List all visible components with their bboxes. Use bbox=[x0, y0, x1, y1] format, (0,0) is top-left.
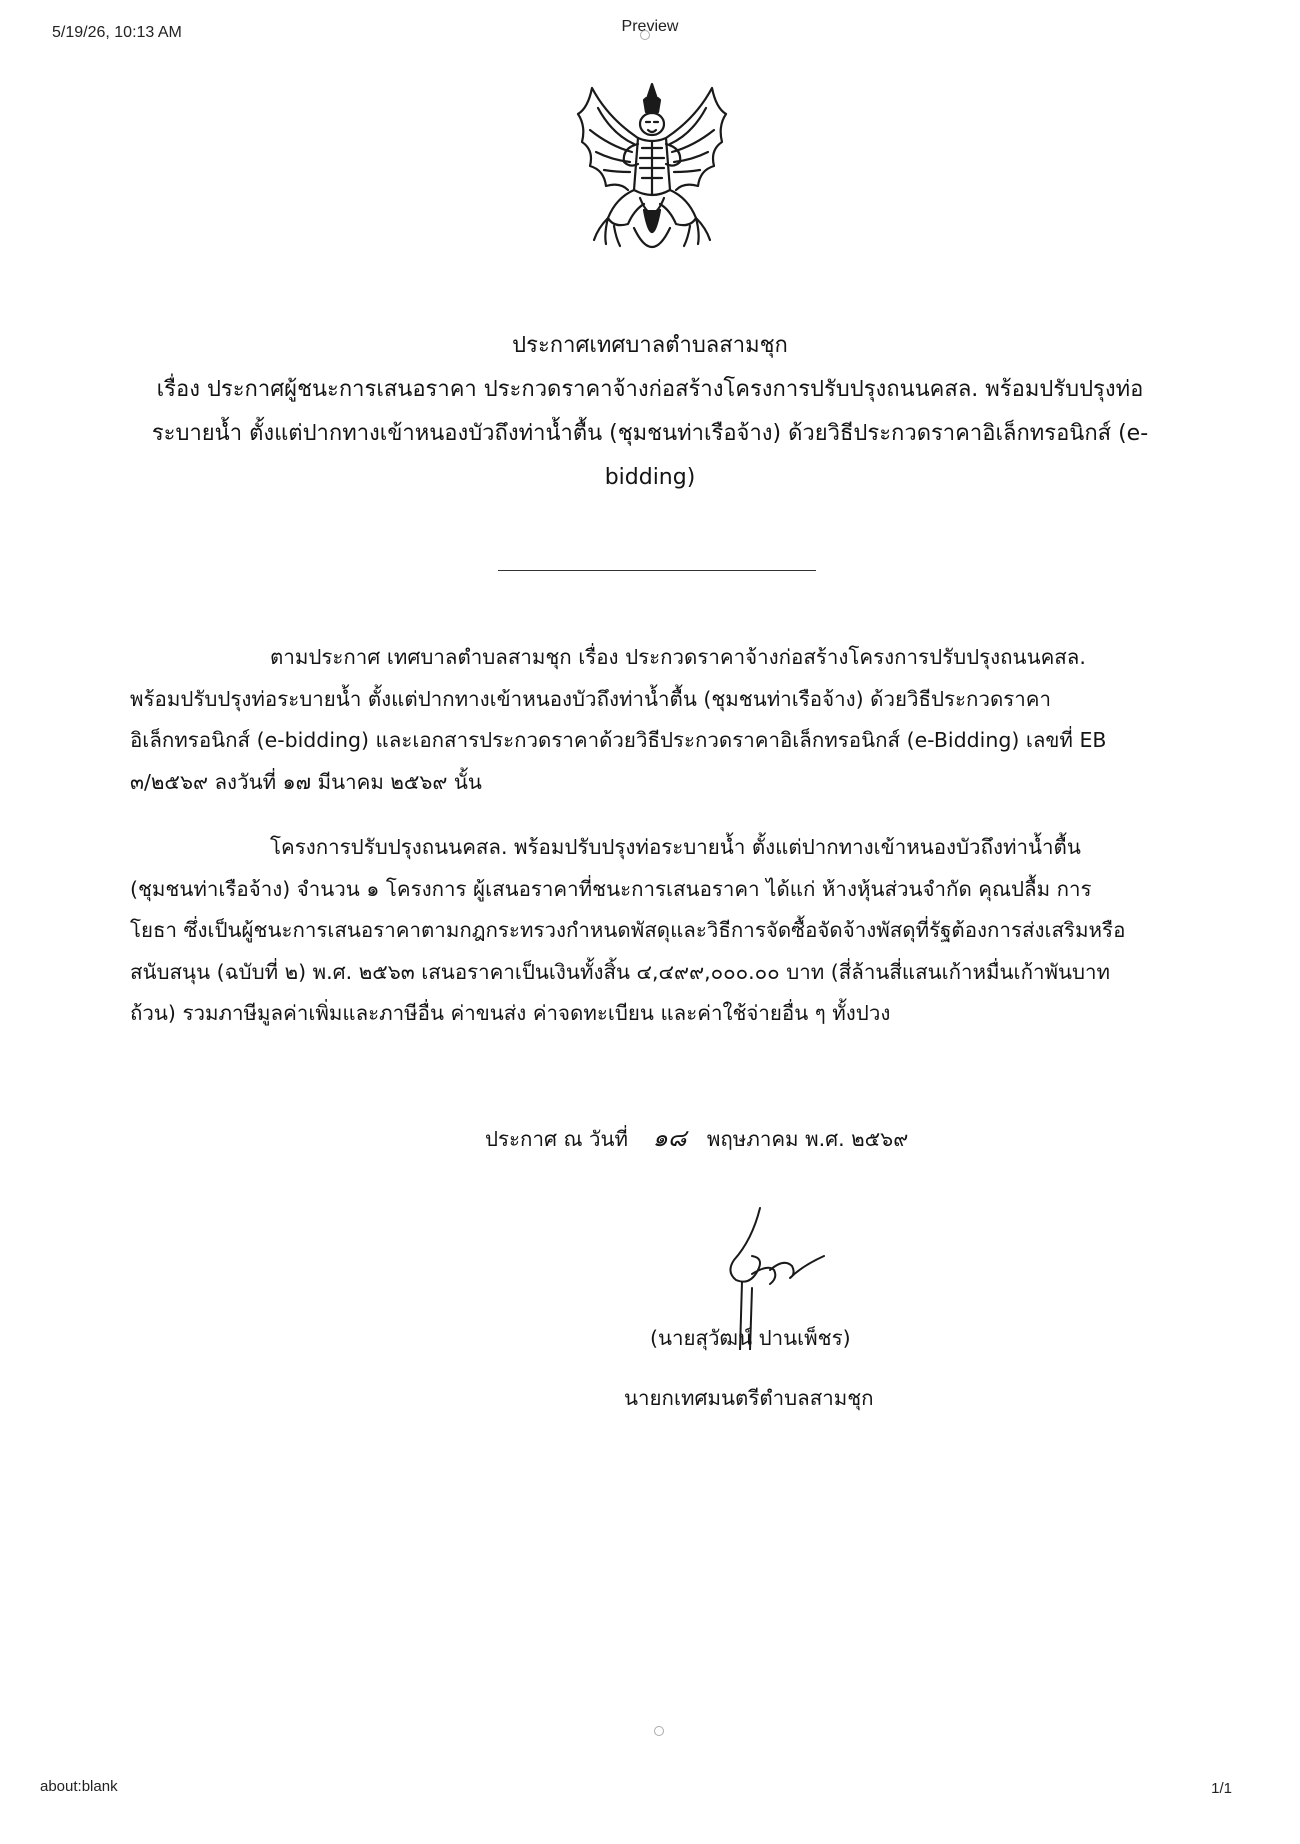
signatory-title: นายกเทศมนตรีตำบลสามชุก bbox=[624, 1386, 874, 1410]
paragraph-line: โครงการปรับปรุงถนนคสล. พร้อมปรับปรุงท่อระบายน้ำ ตั้งแต่ปากทางเข้าหนองบัวถึงท่าน้ำตื้น bbox=[270, 835, 1081, 859]
paragraph-line: โยธา ซึ่งเป็นผู้ชนะการเสนอราคาตามกฎกระทรวงกำหนดพัสดุและวิธีการจัดซื้อจัดจ้างพัสดุที่รัฐต้องการส่งเสริมหรือ bbox=[130, 918, 1126, 942]
date-month-year: พฤษภาคม พ.ศ. ๒๕๖๙ bbox=[706, 1127, 909, 1151]
announcement-date bbox=[485, 1118, 908, 1157]
announcement-heading: ประกาศเทศบาลตำบลสามชุก bbox=[512, 333, 788, 358]
announcement-subject-line: ระบายน้ำ ตั้งแต่ปากทางเข้าหนองบัวถึงท่าน้ำตื้น (ชุมชนท่าเรือจ้าง) ด้วยวิธีประกวดราคาอิเล็กทรอนิกส์ (e- bbox=[151, 421, 1149, 446]
scan-mark bbox=[654, 1726, 664, 1736]
paragraph-line: พร้อมปรับปรุงท่อระบายน้ำ ตั้งแต่ปากทางเข้าหนองบัวถึงท่าน้ำตื้น (ชุมชนท่าเรือจ้าง) ด้วยวิธีประกวดราคา bbox=[130, 686, 1052, 711]
scan-mark bbox=[640, 30, 650, 40]
garuda-emblem-icon bbox=[568, 78, 736, 268]
paragraph-line: (ชุมชนท่าเรือจ้าง) จำนวน ๑ โครงการ ผู้เสนอราคาที่ชนะการเสนอราคา ได้แก่ ห้างหุ้นส่วนจำกัด คุณปลื้ม การ bbox=[130, 876, 1092, 901]
print-footer-page: 1/1 bbox=[1211, 1780, 1232, 1797]
date-day-handwritten: ๑๘ bbox=[652, 1124, 687, 1152]
paragraph-reference bbox=[130, 637, 1180, 803]
signatory-name: (นายสุวัฒน์ ปานเพ็ชร) bbox=[650, 1326, 851, 1350]
paragraph-line: ตามประกาศ เทศบาลตำบลสามชุก เรื่อง ประกวดราคาจ้างก่อสร้างโครงการปรับปรุงถนนคสล. bbox=[270, 645, 1086, 669]
print-footer-url: about:blank bbox=[40, 1778, 118, 1795]
paragraph-line: ๓/๒๕๖๙ ลงวันที่ ๑๗ มีนาคม ๒๕๖๙ นั้น bbox=[130, 769, 482, 794]
title-divider bbox=[498, 570, 816, 571]
paragraph-line: อิเล็กทรอนิกส์ (e-bidding) และเอกสารประกวดราคาด้วยวิธีประกวดราคาอิเล็กทรอนิกส์ (e-Bidding) เลขที่ EB bbox=[130, 728, 1107, 752]
paragraph-line: ถ้วน) รวมภาษีมูลค่าเพิ่มและภาษีอื่น ค่าขนส่ง ค่าจดทะเบียน และค่าใช้จ่ายอื่น ๆ ทั้งปวง bbox=[130, 1001, 891, 1025]
announcement-title-block bbox=[130, 324, 1170, 500]
announcement-subject-line: เรื่อง ประกาศผู้ชนะการเสนอราคา ประกวดราคาจ้างก่อสร้างโครงการปรับปรุงถนนคสล. พร้อมปรับปรุงท่อ bbox=[156, 377, 1144, 402]
announcement-subject-line: bidding) bbox=[604, 465, 696, 490]
paragraph-winner bbox=[130, 827, 1180, 1035]
date-prefix: ประกาศ ณ วันที่ bbox=[485, 1127, 629, 1151]
print-header-datetime: 5/19/26, 10:13 AM bbox=[52, 24, 182, 41]
print-header-title: Preview bbox=[621, 18, 679, 35]
paragraph-line: สนับสนุน (ฉบับที่ ๒) พ.ศ. ๒๕๖๓ เสนอราคาเป็นเงินทั้งสิ้น ๔,๔๙๙,๐๐๐.๐๐ บาท (สี่ล้านสี่แสนเก้าหมื่นเก้าพันบาท bbox=[130, 959, 1111, 984]
